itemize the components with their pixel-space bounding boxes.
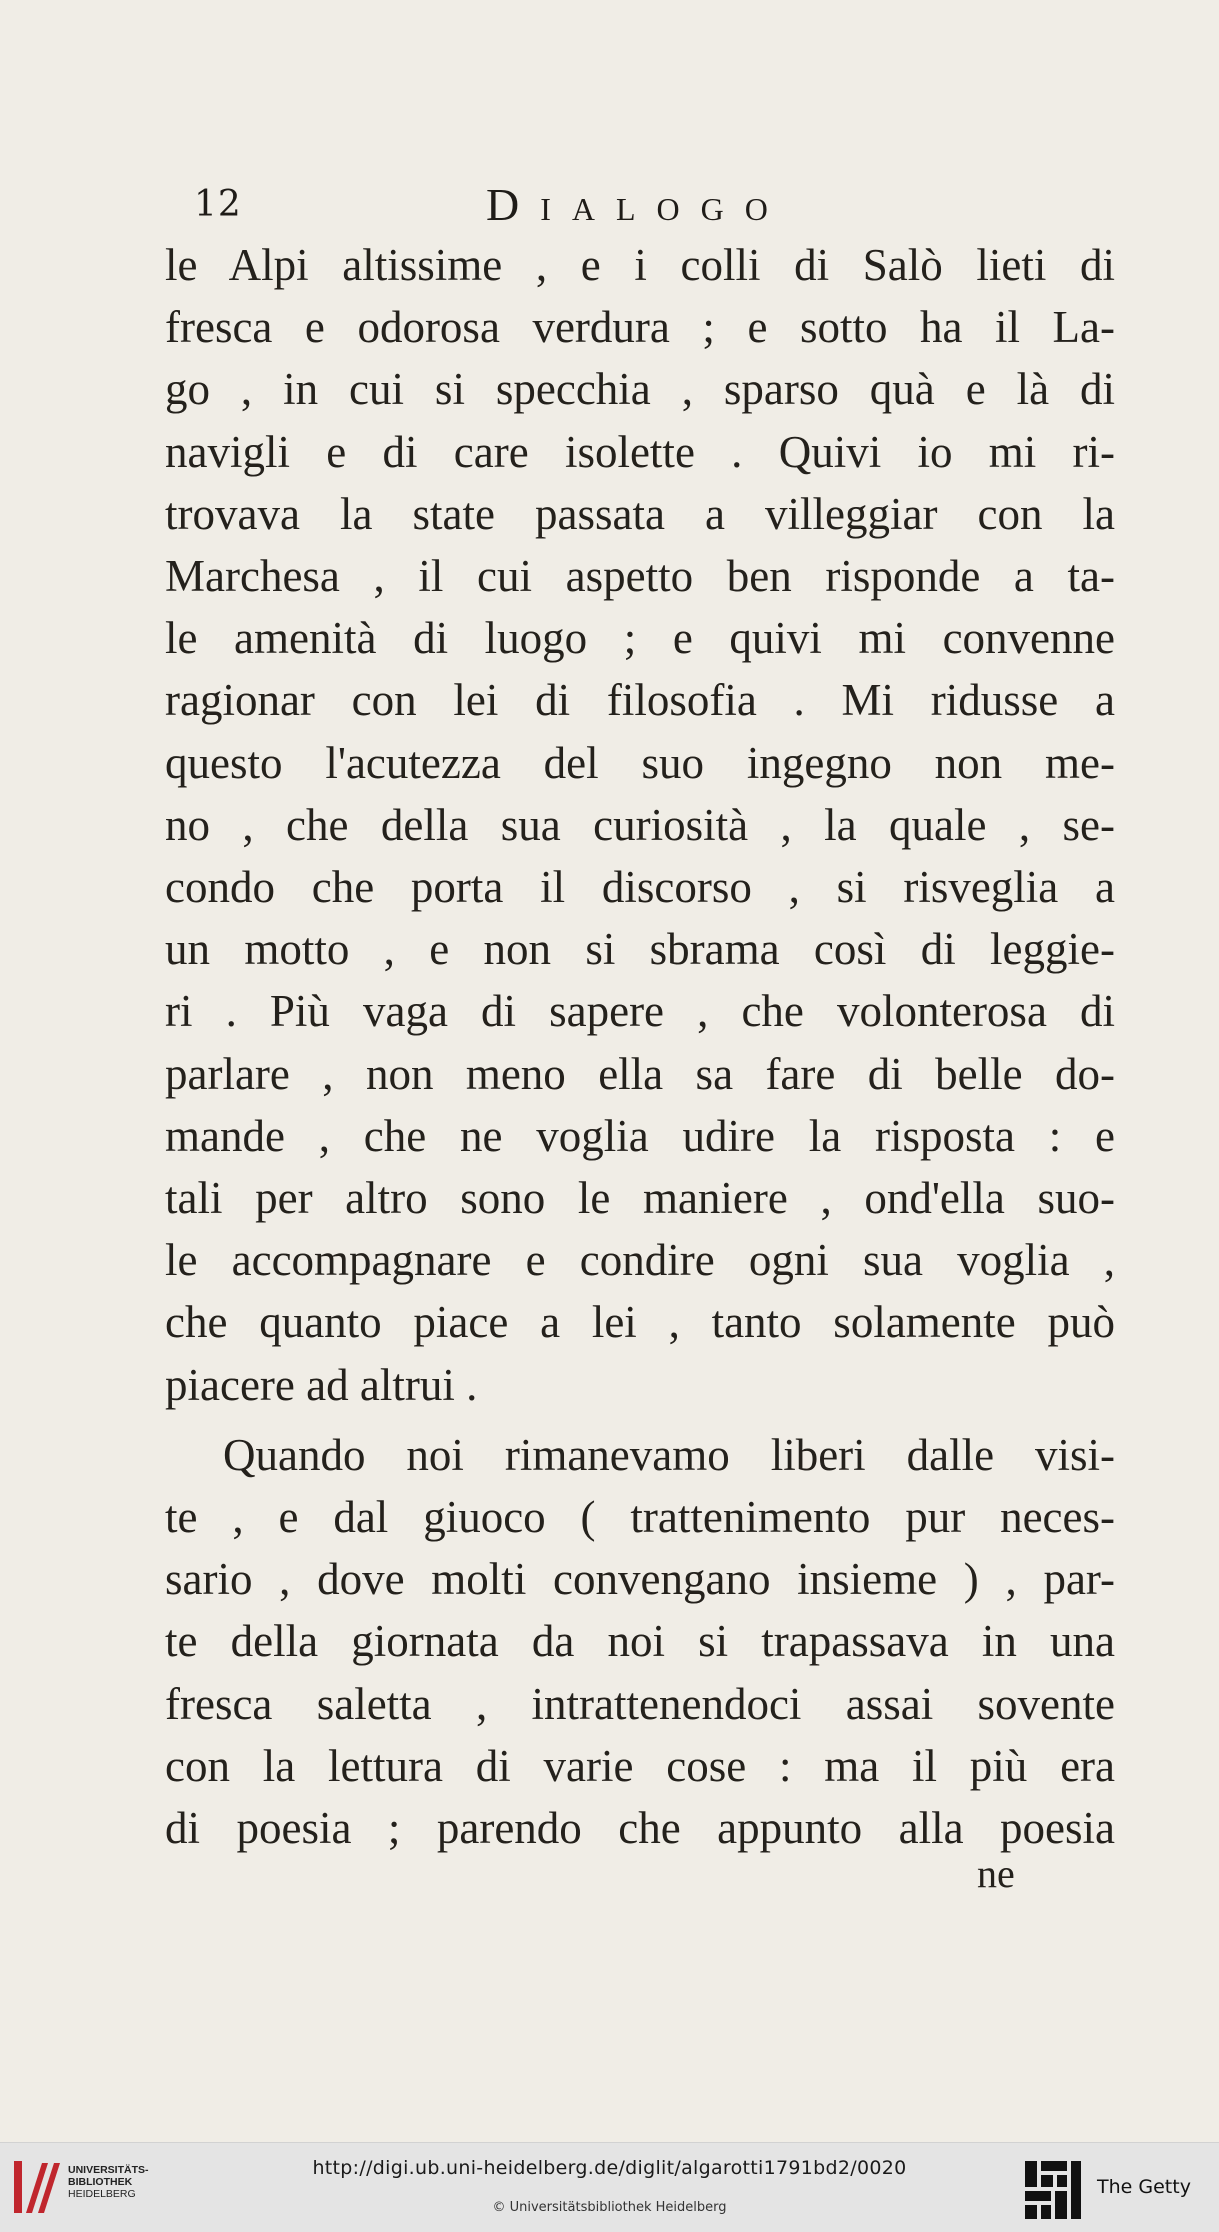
library-name-line: UNIVERSITÄTS- <box>68 2164 149 2176</box>
text-line: fresca e odorosa verdura ; e sotto ha il La- <box>165 302 1115 353</box>
paragraph <box>165 234 1115 1416</box>
paragraph <box>165 1424 1115 1859</box>
page-number: 12 <box>194 184 242 225</box>
text-line: no , che della sua curiosità , la quale , se- <box>165 799 1115 850</box>
text-line: ri . Più vaga di sapere , che volonterosa di <box>165 986 1115 1037</box>
text-line: parlare , non meno ella sa fare di belle do- <box>165 1048 1115 1099</box>
text-line: te della giornata da noi si trapassava in una <box>165 1616 1115 1667</box>
text-line: navigli e di care isolette . Quivi io mi ri- <box>165 426 1115 477</box>
text-line: sario , dove molti convengano insieme ) , par- <box>165 1554 1115 1605</box>
text-line: go , in cui si specchia , sparso quà e là di <box>165 364 1115 415</box>
text-line: condo che porta il discorso , si risveglia a <box>165 862 1115 913</box>
viewer-footer <box>0 2142 1219 2232</box>
permalink-url[interactable]: http://digi.ub.uni-heidelberg.de/diglit/algarotti1791bd2/0020 <box>312 2157 907 2179</box>
partner-name: The Getty <box>1097 2176 1191 2198</box>
text-line: con la lettura di varie cose : ma il più era <box>165 1740 1115 1791</box>
text-line: Marchesa , il cui aspetto ben risponde a ta- <box>165 551 1115 602</box>
text-line: questo l'acutezza del suo ingegno non me- <box>165 737 1115 788</box>
body-text <box>165 234 1115 1859</box>
text-line: che quanto piace a lei , tanto solamente può <box>165 1297 1115 1348</box>
text-line: trovava la state passata a villeggiar con la <box>165 488 1115 539</box>
catchword: ne <box>977 1851 1015 1896</box>
text-line: le Alpi altissime , e i colli di Salò lieti di <box>165 240 1115 290</box>
text-line: di poesia ; parendo che appunto alla poesia <box>165 1803 1115 1854</box>
text-line: te , e dal giuoco ( trattenimento pur neces- <box>165 1492 1115 1543</box>
text-line: mande , che ne voglia udire la risposta : e <box>165 1110 1115 1161</box>
library-name-line: HEIDELBERG <box>68 2188 136 2200</box>
text-line: le amenità di luogo ; e quivi mi convenne <box>165 613 1115 664</box>
text-line: un motto , e non si sbrama così di leggie- <box>165 924 1115 975</box>
library-name-line: BIBLIOTHEK <box>68 2176 133 2188</box>
text-line: Quando noi rimanevamo liberi dalle visi- <box>223 1429 1115 1480</box>
copyright-notice: © Universitätsbibliothek Heidelberg <box>492 2200 727 2215</box>
text-line: tali per altro sono le maniere , ond'ella suo- <box>165 1173 1115 1224</box>
running-title: Dialogo <box>486 179 789 230</box>
text-line: ragionar con lei di filosofia . Mi ridusse a <box>165 675 1115 726</box>
text-line: le accompagnare e condire ogni sua voglia , <box>165 1235 1115 1286</box>
text-line: piacere ad altrui . <box>165 1359 478 1410</box>
page-header <box>0 178 1219 238</box>
text-line: fresca saletta , intrattenendoci assai sovente <box>165 1678 1115 1729</box>
getty-logo-icon <box>1023 2159 1083 2221</box>
